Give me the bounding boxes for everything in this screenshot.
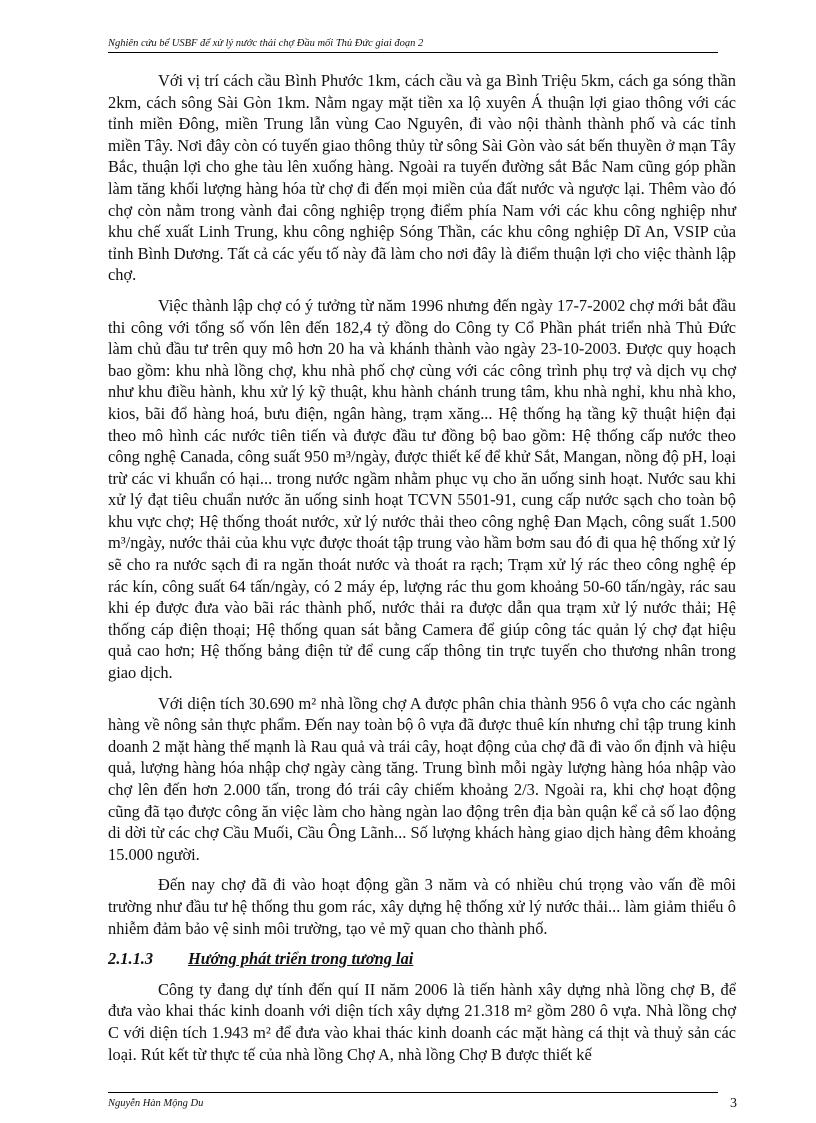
footer-divider	[108, 1092, 718, 1093]
paragraph-market-a: Với diện tích 30.690 m² nhà lồng chợ A được phân chia thành 956 ô vựa cho các ngành hàng về nông sản thực phẩm. Đến nay toàn bộ ô vựa đã được thuê kín nhưng chỉ tập trung kinh doanh 2 mặt hàng thế mạnh là Rau quả và trái cây, hoạt động của chợ đã đi vào ổn định và hiệu quả, lượng hàng hóa nhập chợ ngày càng tăng. Trung bình mỗi ngày lượng hàng hóa nhập vào chợ lên đến hơn 2.000 tấn, trong đó trái cây chiếm khoảng 2/3. Ngoài ra, khi chợ hoạt động cũng đã tạo được công ăn việc làm cho hàng ngàn lao động trên địa bàn quận kể cả số lao động di dời từ các chợ Cầu Muối, Cầu Ông Lãnh... Số lượng khách hàng giao dịch hàng đêm khoảng 15.000 người.	[108, 693, 736, 864]
paragraph-establishment: Việc thành lập chợ có ý tưởng từ năm 1996 nhưng đến ngày 17-7-2002 chợ mới bắt đầu thi công với tổng số vốn lên đến 182,4 tỷ đồng do Công ty Cổ Phần phát triển nhà Thủ Đức làm chủ đầu tư trên quy mô hơn 20 ha và khánh thành vào ngày 23-10-2003. Được quy hoạch bao gồm: khu nhà lồng chợ, khu nhà phố chợ cùng với các công trình phụ trợ và dịch vụ chợ như khu điều hành, khu xử lý kỹ thuật, khu hành chánh trung tâm, khu nhà nghỉ, khu nhà kho, kios, bãi đổ hàng hoá, bưu điện, ngân hàng, trạm xăng... Hệ thống hạ tầng kỹ thuật hiện đại theo mô hình các nước tiên tiến và được đầu tư đồng bộ bao gồm: Hệ thống cấp nước theo công nghệ Canada, công suất 950 m³/ngày, được thiết kế để khử Sắt, Mangan, nồng độ pH, loại trừ các vi khuẩn có hại... trong nước ngầm nhằm phục vụ cho ăn uống sinh hoạt. Nước sau khi xử lý đạt tiêu chuẩn nước ăn uống sinh hoạt TCVN 5501-91, cung cấp nước sạch cho toàn bộ khu vực chợ; Hệ thống thoát nước, xử lý nước thải theo công nghệ Đan Mạch, công suất 1.500 m³/ngày, nước thải của khu vực được thoát tập trung vào hầm bơm sau đó đi qua hệ thống xử lý sẽ cho ra nước sạch đi ra ngăn thoát nước và thoát ra rạch; Trạm xử lý rác theo công nghệ ép rác kín, công suất 64 tấn/ngày, có 2 máy ép, lượng rác thu gom khoảng 50-60 tấn/ngày, rác sau khi ép được đưa vào bãi rác thành phố, nước thải ra được dẫn qua trạm xử lý nước thải; Hệ thống cáp điện thoại; Hệ thống quan sát bằng Camera để giúp công tác quản lý chợ đạt hiệu quả cao hơn; Hệ thống bảng điện tử để cung cấp thông tin trực tuyến cho thương nhân trong giao dịch.	[108, 295, 736, 683]
section-title: Hướng phát triển trong tương lai	[188, 949, 414, 969]
paragraph-location: Với vị trí cách cầu Bình Phước 1km, cách cầu và ga Bình Triệu 5km, cách ga sóng thần 2km, cách sông Sài Gòn 1km. Nằm ngay mặt tiền xa lộ xuyên Á thuận lợi giao thông với các tỉnh miền Đông, miền Trung lẫn vùng Cao Nguyên, đi vào nội thành thành phố và các tỉnh miền Tây. Nơi đây còn có tuyến giao thông thủy từ sông Sài Gòn vào sát bến thuyền ở mạn Tây Bắc, thuận lợi cho ghe tàu lên xuống hàng. Ngoài ra tuyến đường sắt Bắc Nam cũng góp phần làm tăng khối lượng hàng hóa từ chợ đi đến mọi miền của đất nước và ngược lại. Thêm vào đó chợ còn nằm trong vành đai công nghiệp trọng điểm phía Nam với các khu công nghiệp như khu chế xuất Linh Trung, khu công nghiệp Sóng Thần, các khu công nghiệp Dĩ An, VSIP của tỉnh Bình Dương. Tất cả các yếu tố này đã làm cho nơi đây là điểm thuận lợi cho việc thành lập chợ.	[108, 71, 736, 285]
document-body	[108, 70, 736, 1074]
paragraph-environment: Đến nay chợ đã đi vào hoạt động gần 3 năm và có nhiều chú trọng vào vấn đề môi trường như đầu tư hệ thống thu gom rác, xây dựng hệ thống xử lý nước thải... làm giảm thiểu ô nhiễm đảm bảo vệ sinh môi trường, tạo vẻ mỹ quan cho thành phố.	[108, 875, 736, 938]
page-header: Nghiên cứu bể USBF để xử lý nước thải chợ Đầu mối Thủ Đức giai đoạn 2	[108, 38, 718, 53]
paragraph-future: Công ty đang dự tính đến quí II năm 2006 là tiến hành xây dựng nhà lồng chợ B, để đưa vào khai thác kinh doanh với diện tích xây dựng 21.318 m² gồm 280 ô vựa. Nhà lồng chợ C với diện tích 1.943 m² để đưa vào khai thác kinh doanh các mặt hàng cá thịt và thuỷ sản các loại. Rút kết từ thực tế của nhà lồng Chợ A, nhà lồng Chợ B được thiết kế	[108, 979, 736, 1064]
section-number: 2.1.1.3	[108, 949, 154, 969]
page-number: 3	[730, 1096, 737, 1111]
footer-author: Nguyễn Hàn Mộng Du	[108, 1098, 204, 1109]
section-heading	[108, 948, 736, 970]
